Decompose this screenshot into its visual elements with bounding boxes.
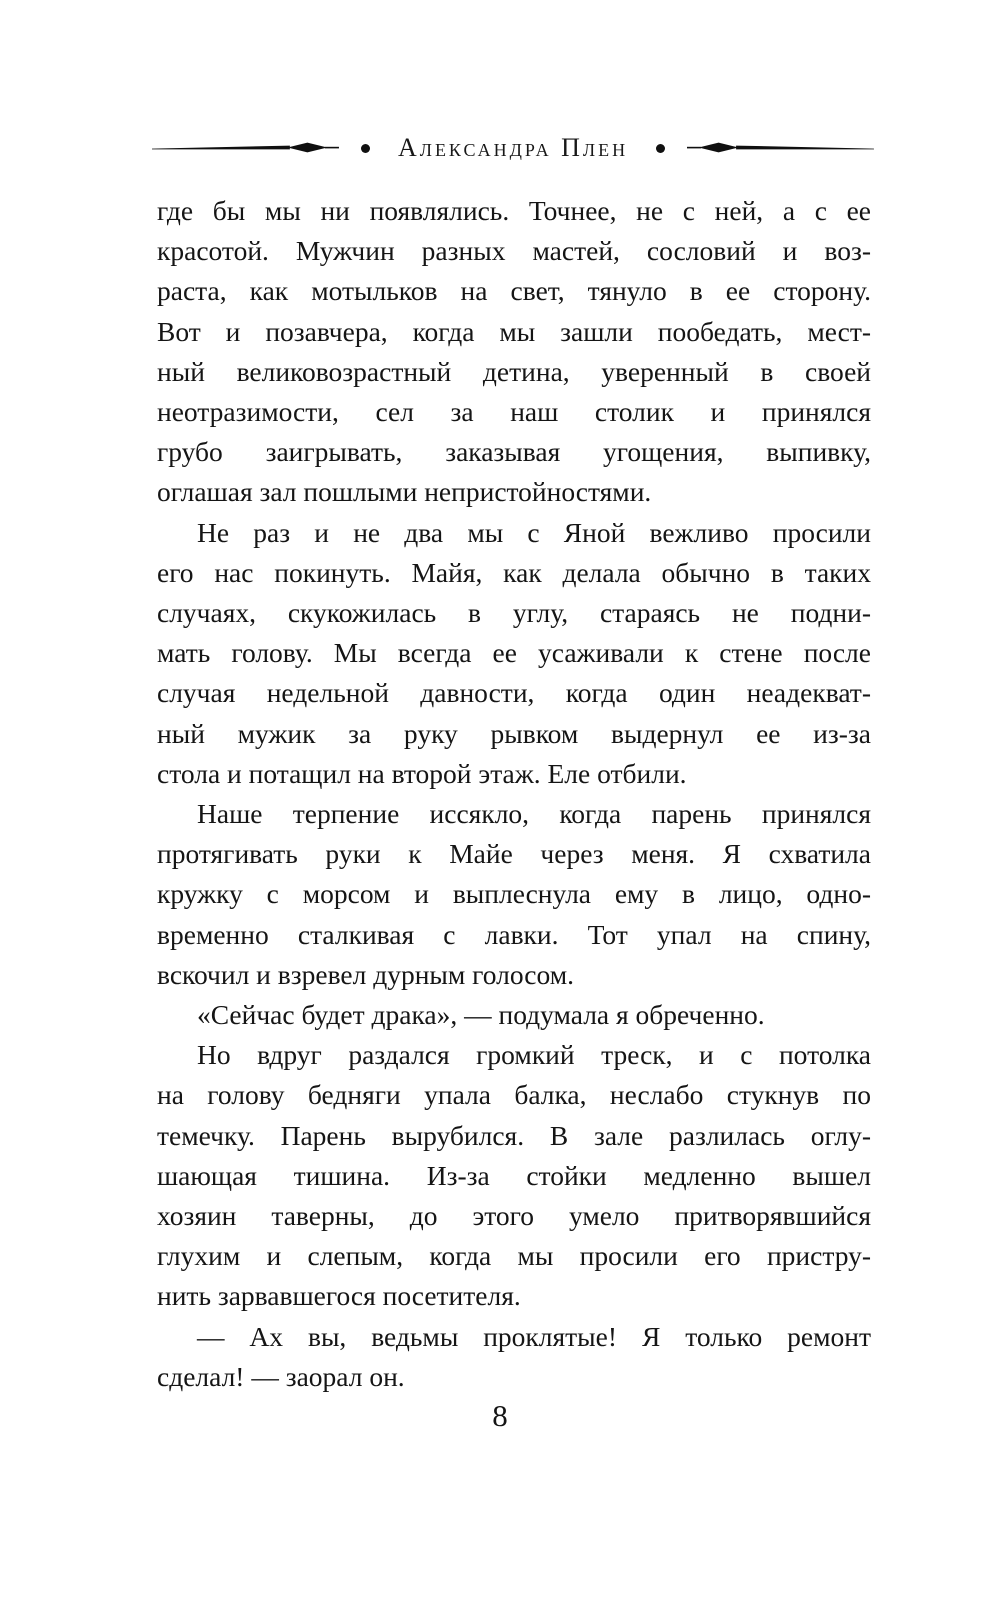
text-line: — Ах вы, ведьмы проклятые! Я только ремонт — [197, 1320, 871, 1352]
text-line: оглашая зал пошлыми непристойностями. — [157, 476, 652, 508]
text-line: случаях, скукожилась в углу, стараясь не подни- — [157, 597, 871, 629]
left-flourish-icon — [152, 140, 339, 156]
text-line: Но вдруг раздался громкий треск, и с потолка — [197, 1039, 871, 1071]
text-line: «Сейчас будет драка», — подумала я обреченно. — [197, 999, 765, 1031]
paragraph — [157, 191, 871, 513]
text-line: стола и потащил на второй этаж. Еле отбили. — [157, 757, 687, 789]
text-line: временно сталкивая с лавки. Тот упал на спину, — [157, 918, 871, 950]
text-line: где бы мы ни появлялись. Точнее, не с ней, а с ее — [157, 195, 871, 226]
text-line: нить зарвавшегося посетителя. — [157, 1280, 521, 1312]
right-flourish-icon — [687, 140, 874, 156]
text-line: ный мужик за руку рывком выдернул ее из-за — [157, 717, 871, 749]
text-line: шающая тишина. Из-за стойки медленно вышел — [157, 1159, 871, 1191]
text-line: протягивать руки к Майе через меня. Я схватила — [157, 838, 871, 870]
paragraph — [157, 794, 871, 995]
text-line: вскочил и взревел дурным голосом. — [157, 958, 575, 990]
text-line: его нас покинуть. Майя, как делала обычно в таких — [157, 556, 871, 588]
page-number: 8 — [492, 1398, 508, 1433]
body-text — [157, 191, 871, 1397]
text-line: хозяин таверны, до этого умело притворявшийся — [157, 1200, 871, 1232]
text-line: неотразимости, сел за наш столик и принялся — [157, 396, 871, 428]
paragraph — [157, 995, 871, 1035]
text-line: Наше терпение иссякло, когда парень принялся — [197, 798, 871, 830]
text-line: на голову бедняги упала балка, неслабо стукнув по — [157, 1079, 871, 1111]
text-line: раста, как мотыльков на свет, тянуло в ее сторону. — [157, 275, 871, 307]
text-line: случая недельной давности, когда один неадекват- — [157, 677, 871, 709]
paragraph — [157, 1035, 871, 1316]
text-line: ный великовозрастный детина, уверенный в своей — [157, 355, 871, 387]
right-dot-ornament-icon — [656, 144, 665, 153]
running-header — [152, 133, 874, 163]
text-line: Вот и позавчера, когда мы зашли пообедать, мест- — [157, 315, 871, 347]
author-name: Александра Плен — [397, 133, 629, 162]
left-dot-ornament-icon — [361, 144, 370, 153]
text-line: сделал! — заорал он. — [157, 1360, 405, 1392]
text-line: красотой. Мужчин разных мастей, сословий и воз- — [157, 235, 871, 267]
text-line: кружку с морсом и выплеснула ему в лицо, одно- — [157, 878, 871, 910]
paragraph — [157, 1317, 871, 1397]
text-line: темечку. Парень вырубился. В зале разлилась оглу- — [157, 1119, 871, 1151]
text-line: глухим и слепым, когда мы просили его пристру- — [157, 1240, 871, 1272]
text-line: Не раз и не два мы с Яной вежливо просили — [197, 516, 871, 548]
text-line: мать голову. Мы всегда ее усаживали к стене после — [157, 637, 871, 669]
paragraph — [157, 513, 871, 794]
text-line: грубо заигрывать, заказывая угощения, выпивку, — [157, 436, 871, 468]
